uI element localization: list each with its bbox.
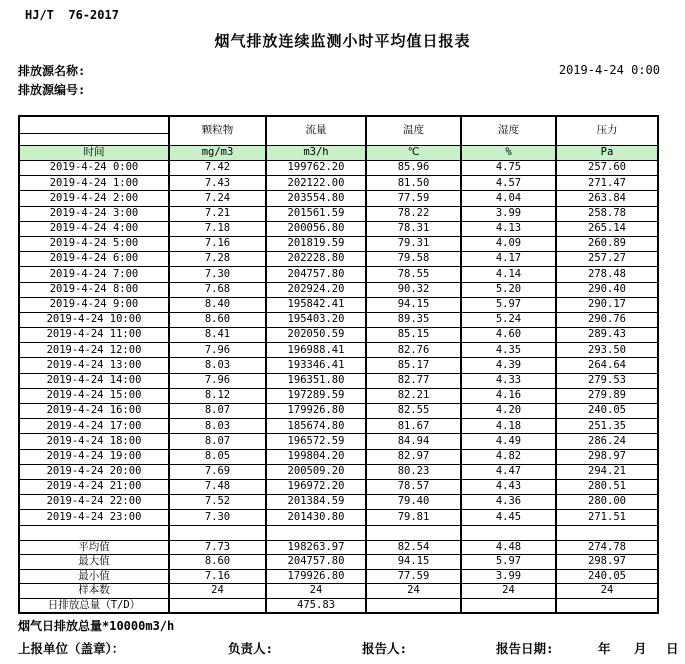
value-cell: 290.40 (556, 282, 658, 297)
spacer-cell (19, 525, 169, 540)
value-cell: 257.60 (556, 161, 658, 176)
col-header-flow: 流量 (266, 116, 366, 146)
value-cell: 4.82 (461, 449, 556, 464)
value-cell: 201561.59 (266, 206, 366, 221)
value-cell: 7.28 (169, 252, 266, 267)
time-cell: 2019-4-24 6:00 (19, 252, 169, 267)
summary-value (366, 598, 461, 613)
time-cell: 2019-4-24 8:00 (19, 282, 169, 297)
spacer-row (19, 525, 658, 540)
value-cell: 7.96 (169, 373, 266, 388)
value-cell: 4.09 (461, 236, 556, 251)
value-cell: 4.33 (461, 373, 556, 388)
summary-value: 82.54 (366, 540, 461, 555)
value-cell: 199762.20 (266, 161, 366, 176)
value-cell: 4.57 (461, 176, 556, 191)
value-cell: 7.68 (169, 282, 266, 297)
value-cell: 8.03 (169, 419, 266, 434)
spacer-cell (366, 525, 461, 540)
value-cell: 5.20 (461, 282, 556, 297)
value-cell: 4.45 (461, 510, 556, 525)
value-cell: 298.97 (556, 449, 658, 464)
summary-value: 24 (169, 584, 266, 599)
value-cell: 78.22 (366, 206, 461, 221)
value-cell: 89.35 (366, 312, 461, 327)
unit-particulate: mg/m3 (169, 146, 266, 161)
value-cell: 251.35 (556, 419, 658, 434)
value-cell: 4.04 (461, 191, 556, 206)
unit-temperature: ℃ (366, 146, 461, 161)
value-cell: 204757.80 (266, 267, 366, 282)
value-cell: 195842.41 (266, 297, 366, 312)
summary-row (19, 584, 658, 599)
value-cell: 196972.20 (266, 479, 366, 494)
value-cell: 286.24 (556, 434, 658, 449)
value-cell: 94.15 (366, 297, 461, 312)
value-cell: 90.32 (366, 282, 461, 297)
table-row (19, 297, 658, 312)
value-cell: 85.17 (366, 358, 461, 373)
time-cell: 2019-4-24 1:00 (19, 176, 169, 191)
col-header-pressure: 压力 (556, 116, 658, 146)
time-cell: 2019-4-24 10:00 (19, 312, 169, 327)
value-cell: 4.17 (461, 252, 556, 267)
value-cell: 7.69 (169, 464, 266, 479)
value-cell: 279.89 (556, 388, 658, 403)
spacer-cell (169, 525, 266, 540)
value-cell: 280.51 (556, 479, 658, 494)
report-table (18, 115, 659, 614)
value-cell: 4.39 (461, 358, 556, 373)
value-cell: 202228.80 (266, 252, 366, 267)
summary-row (19, 555, 658, 570)
table-row (19, 434, 658, 449)
value-cell: 4.13 (461, 221, 556, 236)
value-cell: 4.60 (461, 328, 556, 343)
report-date-label: 报告日期: (496, 641, 554, 656)
time-cell: 2019-4-24 11:00 (19, 328, 169, 343)
summary-value: 4.48 (461, 540, 556, 555)
value-cell: 201384.59 (266, 495, 366, 510)
table-row (19, 236, 658, 251)
value-cell: 7.43 (169, 176, 266, 191)
value-cell: 80.23 (366, 464, 461, 479)
value-cell: 4.14 (461, 267, 556, 282)
month-label: 月 (634, 641, 647, 656)
value-cell: 196351.80 (266, 373, 366, 388)
summary-label: 最大值 (19, 555, 169, 570)
value-cell: 271.51 (556, 510, 658, 525)
time-cell: 2019-4-24 15:00 (19, 388, 169, 403)
summary-value (169, 598, 266, 613)
summary-value: 5.97 (461, 555, 556, 570)
col-header-particulate: 颗粒物 (169, 116, 266, 146)
value-cell: 279.53 (556, 373, 658, 388)
table-row (19, 358, 658, 373)
value-cell: 82.55 (366, 404, 461, 419)
summary-label: 日排放总量（T/D） (19, 598, 169, 613)
value-cell: 202050.59 (266, 328, 366, 343)
value-cell: 79.81 (366, 510, 461, 525)
value-cell: 203554.80 (266, 191, 366, 206)
value-cell: 8.03 (169, 358, 266, 373)
value-cell: 82.97 (366, 449, 461, 464)
time-cell: 2019-4-24 4:00 (19, 221, 169, 236)
value-cell: 78.31 (366, 221, 461, 236)
table-row (19, 161, 658, 176)
time-cell: 2019-4-24 7:00 (19, 267, 169, 282)
time-cell: 2019-4-24 23:00 (19, 510, 169, 525)
value-cell: 82.77 (366, 373, 461, 388)
reporter-label: 报告人: (362, 641, 408, 656)
value-cell: 82.21 (366, 388, 461, 403)
value-cell: 8.40 (169, 297, 266, 312)
value-cell: 77.59 (366, 191, 461, 206)
table-row (19, 373, 658, 388)
value-cell: 79.40 (366, 495, 461, 510)
value-cell: 278.48 (556, 267, 658, 282)
value-cell: 201819.59 (266, 236, 366, 251)
value-cell: 240.05 (556, 404, 658, 419)
value-cell: 290.17 (556, 297, 658, 312)
source-code-label: 排放源编号: (18, 83, 86, 97)
value-cell: 3.99 (461, 206, 556, 221)
summary-row (19, 540, 658, 555)
value-cell: 5.24 (461, 312, 556, 327)
value-cell: 4.49 (461, 434, 556, 449)
page-title: 烟气排放连续监测小时平均值日报表 (214, 32, 471, 50)
time-cell: 2019-4-24 17:00 (19, 419, 169, 434)
time-cell: 2019-4-24 14:00 (19, 373, 169, 388)
value-cell: 85.15 (366, 328, 461, 343)
table-row (19, 449, 658, 464)
summary-row (19, 598, 658, 613)
source-labels (18, 62, 85, 100)
summary-value: 24 (461, 584, 556, 599)
time-cell: 2019-4-24 21:00 (19, 479, 169, 494)
value-cell: 280.00 (556, 495, 658, 510)
day-label: 日 (666, 641, 679, 656)
value-cell: 8.12 (169, 388, 266, 403)
value-cell: 7.48 (169, 479, 266, 494)
table-row (19, 282, 658, 297)
time-cell: 2019-4-24 0:00 (19, 161, 169, 176)
responsible-label: 负责人: (228, 641, 274, 656)
value-cell: 7.16 (169, 236, 266, 251)
table-row (19, 312, 658, 327)
value-cell: 79.58 (366, 252, 461, 267)
value-cell: 200056.80 (266, 221, 366, 236)
time-cell: 2019-4-24 19:00 (19, 449, 169, 464)
value-cell: 7.96 (169, 343, 266, 358)
summary-value: 204757.80 (266, 555, 366, 570)
table-row (19, 419, 658, 434)
value-cell: 8.07 (169, 434, 266, 449)
value-cell: 4.75 (461, 161, 556, 176)
value-cell: 85.96 (366, 161, 461, 176)
time-cell: 2019-4-24 2:00 (19, 191, 169, 206)
value-cell: 4.16 (461, 388, 556, 403)
value-cell: 7.30 (169, 510, 266, 525)
spacer-cell (461, 525, 556, 540)
col-header-temperature: 温度 (366, 116, 461, 146)
value-cell: 200509.20 (266, 464, 366, 479)
summary-value: 7.73 (169, 540, 266, 555)
table-row (19, 191, 658, 206)
standard-code: HJ/T 76-2017 (25, 8, 119, 22)
report-datetime: 2019-4-24 0:00 (558, 63, 660, 77)
unit-flow: m3/h (266, 146, 366, 161)
value-cell: 82.76 (366, 343, 461, 358)
header-empty-top-cell (19, 116, 169, 134)
value-cell: 260.89 (556, 236, 658, 251)
summary-label: 最小值 (19, 569, 169, 584)
summary-value: 24 (366, 584, 461, 599)
table-row (19, 267, 658, 282)
value-cell: 4.36 (461, 495, 556, 510)
value-cell: 4.35 (461, 343, 556, 358)
summary-value: 298.97 (556, 555, 658, 570)
time-cell: 2019-4-24 12:00 (19, 343, 169, 358)
time-cell: 2019-4-24 9:00 (19, 297, 169, 312)
time-cell: 2019-4-24 3:00 (19, 206, 169, 221)
unit-humidity: % (461, 146, 556, 161)
value-cell: 7.24 (169, 191, 266, 206)
time-cell: 2019-4-24 5:00 (19, 236, 169, 251)
value-cell: 201430.80 (266, 510, 366, 525)
table-body (19, 161, 658, 614)
time-cell: 2019-4-24 13:00 (19, 358, 169, 373)
value-cell: 294.21 (556, 464, 658, 479)
summary-value: 94.15 (366, 555, 461, 570)
value-cell: 185674.80 (266, 419, 366, 434)
value-cell: 78.55 (366, 267, 461, 282)
table-row (19, 510, 658, 525)
col-header-humidity: 湿度 (461, 116, 556, 146)
summary-value: 77.59 (366, 569, 461, 584)
summary-value: 274.78 (556, 540, 658, 555)
value-cell: 199804.20 (266, 449, 366, 464)
value-cell: 258.78 (556, 206, 658, 221)
summary-value: 179926.80 (266, 569, 366, 584)
value-cell: 289.43 (556, 328, 658, 343)
value-cell: 81.50 (366, 176, 461, 191)
summary-value: 7.16 (169, 569, 266, 584)
summary-value: 8.60 (169, 555, 266, 570)
value-cell: 196572.59 (266, 434, 366, 449)
table-row (19, 252, 658, 267)
spacer-cell (266, 525, 366, 540)
value-cell: 78.57 (366, 479, 461, 494)
summary-value: 475.83 (266, 598, 366, 613)
summary-label: 样本数 (19, 584, 169, 599)
value-cell: 84.94 (366, 434, 461, 449)
total-emission-note: 烟气日排放总量*10000m3/h (18, 619, 175, 633)
value-cell: 197289.59 (266, 388, 366, 403)
value-cell: 81.67 (366, 419, 461, 434)
value-cell: 7.52 (169, 495, 266, 510)
summary-value (461, 598, 556, 613)
header-empty-bottom-cell (19, 134, 169, 146)
table-row (19, 328, 658, 343)
summary-label: 平均值 (19, 540, 169, 555)
summary-row (19, 569, 658, 584)
summary-value (556, 598, 658, 613)
value-cell: 179926.80 (266, 404, 366, 419)
value-cell: 7.18 (169, 221, 266, 236)
value-cell: 7.42 (169, 161, 266, 176)
value-cell: 8.07 (169, 404, 266, 419)
value-cell: 4.20 (461, 404, 556, 419)
value-cell: 293.50 (556, 343, 658, 358)
value-cell: 4.18 (461, 419, 556, 434)
value-cell: 257.27 (556, 252, 658, 267)
summary-value: 24 (556, 584, 658, 599)
table-row (19, 206, 658, 221)
value-cell: 4.47 (461, 464, 556, 479)
time-column-header: 时间 (19, 146, 169, 161)
value-cell: 264.64 (556, 358, 658, 373)
value-cell: 8.05 (169, 449, 266, 464)
time-cell: 2019-4-24 20:00 (19, 464, 169, 479)
summary-value: 3.99 (461, 569, 556, 584)
value-cell: 79.31 (366, 236, 461, 251)
value-cell: 202924.20 (266, 282, 366, 297)
value-cell: 8.60 (169, 312, 266, 327)
table-row (19, 388, 658, 403)
summary-value: 198263.97 (266, 540, 366, 555)
time-cell: 2019-4-24 16:00 (19, 404, 169, 419)
value-cell: 265.14 (556, 221, 658, 236)
table-row (19, 343, 658, 358)
table-row (19, 221, 658, 236)
source-name-label: 排放源名称: (18, 64, 86, 78)
value-cell: 202122.00 (266, 176, 366, 191)
value-cell: 5.97 (461, 297, 556, 312)
value-cell: 193346.41 (266, 358, 366, 373)
summary-value: 240.05 (556, 569, 658, 584)
value-cell: 263.84 (556, 191, 658, 206)
table-row (19, 479, 658, 494)
spacer-cell (556, 525, 658, 540)
table-row (19, 404, 658, 419)
table-row (19, 464, 658, 479)
summary-value: 24 (266, 584, 366, 599)
value-cell: 271.47 (556, 176, 658, 191)
value-cell: 8.41 (169, 328, 266, 343)
value-cell: 7.30 (169, 267, 266, 282)
year-label: 年 (598, 641, 611, 656)
time-cell: 2019-4-24 22:00 (19, 495, 169, 510)
unit-pressure: Pa (556, 146, 658, 161)
value-cell: 4.43 (461, 479, 556, 494)
value-cell: 7.21 (169, 206, 266, 221)
time-cell: 2019-4-24 18:00 (19, 434, 169, 449)
value-cell: 290.76 (556, 312, 658, 327)
table-row (19, 176, 658, 191)
report-unit-label: 上报单位（盖章）： (18, 641, 125, 656)
value-cell: 196988.41 (266, 343, 366, 358)
table-row (19, 495, 658, 510)
value-cell: 195403.20 (266, 312, 366, 327)
